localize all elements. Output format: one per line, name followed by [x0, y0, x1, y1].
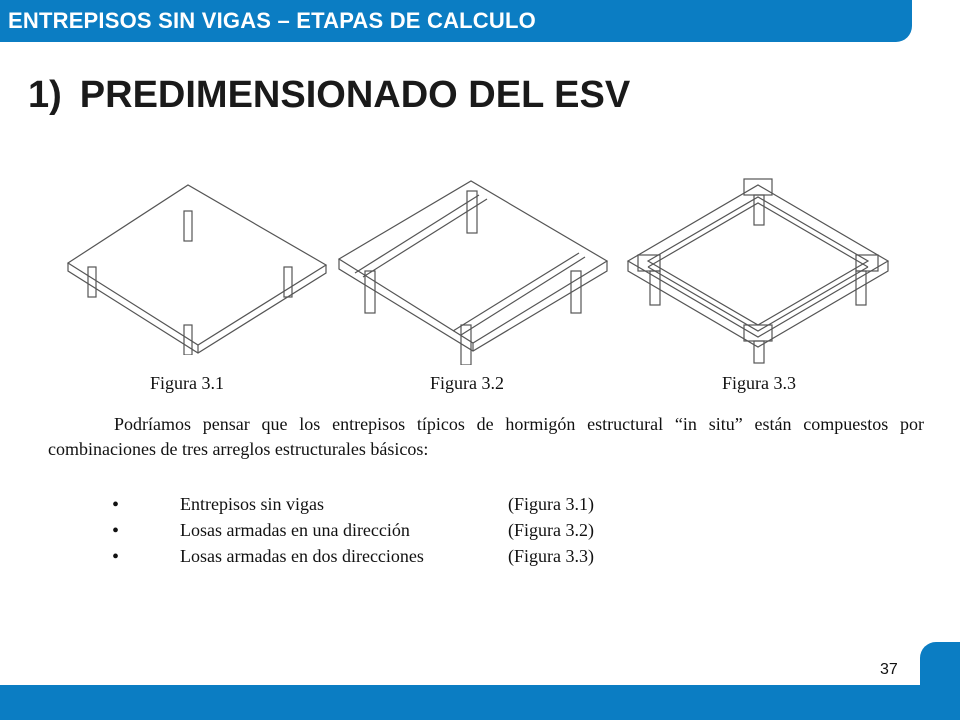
slide-header-title: ENTREPISOS SIN VIGAS – ETAPAS DE CALCULO: [8, 8, 536, 33]
figure-caption-2: Figura 3.2: [430, 373, 504, 393]
list-item-reference: (Figura 3.1): [508, 494, 594, 514]
figure-caption-3: Figura 3.3: [722, 373, 796, 393]
list-item-label: Losas armadas en una dirección: [180, 520, 410, 540]
bullet-icon: •: [112, 520, 120, 542]
list-item-label: Losas armadas en dos direcciones: [180, 546, 424, 566]
figures-area: [0, 165, 960, 405]
one-way-slab-drawing: [335, 175, 615, 365]
body-paragraph: Podríamos pensar que los entrepisos típicos de hormigón estructural “in situ” están compuestos por combinaciones de tres arreglos estructurales básicos:: [48, 414, 924, 459]
heading-number: 1): [28, 74, 62, 116]
header-bar: [0, 0, 912, 42]
figure-caption-1: Figura 3.1: [150, 373, 224, 393]
two-way-slab-drawing: [622, 175, 902, 365]
page-number: 37: [880, 661, 898, 678]
list-item-reference: (Figura 3.3): [508, 546, 594, 566]
flat-slab-drawing: [58, 175, 338, 355]
footer-bar: [0, 685, 960, 720]
list-item-reference: (Figura 3.2): [508, 520, 594, 540]
heading-text: PREDIMENSIONADO DEL ESV: [79, 74, 631, 116]
page-title: [28, 74, 630, 117]
list-item-label: Entrepisos sin vigas: [180, 494, 324, 514]
bullet-icon: •: [112, 494, 120, 516]
bullet-icon: •: [112, 546, 120, 568]
